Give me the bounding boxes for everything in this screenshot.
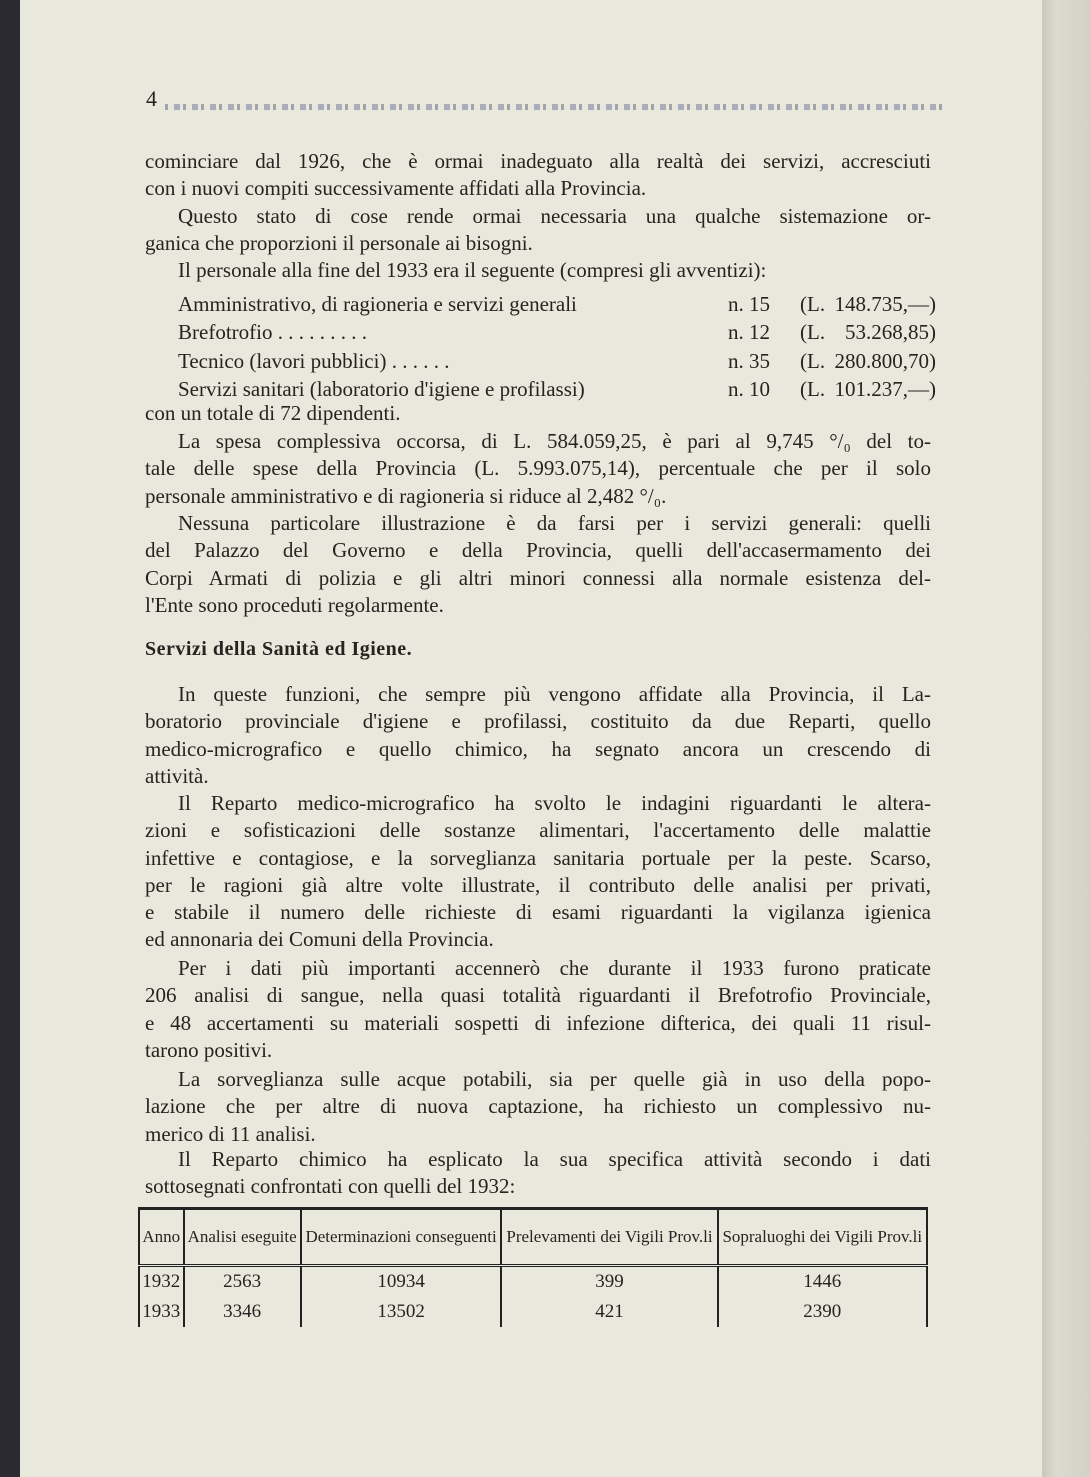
paragraph xyxy=(145,1066,931,1148)
text-line: medico-micrografico e quello chimico, ha segnato ancora un crescendo di xyxy=(145,736,931,761)
page-number: 4 xyxy=(146,86,157,111)
currency: (L. xyxy=(800,376,826,401)
decorative-header-rule xyxy=(165,104,947,110)
staff-cost xyxy=(800,375,936,403)
text-line: con un totale di 72 dipendenti. xyxy=(145,401,401,425)
currency: (L. xyxy=(800,348,826,373)
paragraph xyxy=(145,257,931,284)
text-line: l'Ente sono proceduti regolarmente. xyxy=(145,592,444,617)
text-line: per le ragioni già altre volte illustrate, il contributo delle analisi per privati, xyxy=(145,872,931,897)
text-line: Il Reparto medico-micrografico ha svolto le indagini riguardanti le altera- xyxy=(178,791,931,815)
text-line: ed annonaria dei Comuni della Provincia. xyxy=(145,927,494,952)
text-line: zioni e sofisticazioni delle sostanze alimentari, l'accertamento delle malattie xyxy=(145,818,931,843)
paragraph xyxy=(145,681,931,790)
staff-list xyxy=(178,290,936,403)
text-line: infettive e contagiose, e la sorveglianza sanitaria portuale per la peste. Scarso, xyxy=(145,845,931,870)
table-cell: 1446 xyxy=(718,1266,927,1298)
text-line: Questo stato di cose rende ormai necessaria una qualche sistemazione or- xyxy=(178,204,931,228)
staff-row xyxy=(178,375,936,403)
staff-category: Servizi sanitari (laboratorio d'igiene e profilassi) xyxy=(178,376,585,401)
scan-edge-left xyxy=(0,0,20,1477)
page-edge-right xyxy=(1042,0,1090,1477)
paragraph xyxy=(145,148,931,203)
text-line: cominciare dal 1926, che è ormai inadeguato alla realtà dei servizi, accresciuti xyxy=(145,149,931,173)
table-cell: 2563 xyxy=(184,1266,301,1298)
staff-cost xyxy=(800,347,936,375)
table-cell: 2390 xyxy=(718,1297,927,1327)
table-header: Anno xyxy=(139,1209,184,1266)
text-line: Per i dati più importanti accennerò che durante il 1933 furono praticate xyxy=(178,956,931,980)
section-heading: Servizi della Sanità ed Igiene. xyxy=(145,638,413,660)
text-line: La spesa complessiva occorsa, di L. 584.059,25, è pari al 9,745 °/₀ del to- xyxy=(178,429,931,453)
paragraph xyxy=(145,203,931,258)
staff-row xyxy=(178,347,936,375)
text-line: tarono positivi. xyxy=(145,1037,273,1062)
staff-row xyxy=(178,318,936,346)
text-line: Nessuna particolare illustrazione è da farsi per i servizi generali: quelli xyxy=(178,511,931,535)
amount: 148.735,—) xyxy=(834,292,936,316)
paragraph xyxy=(145,510,931,619)
staff-category: Amministrativo, di ragioneria e servizi generali xyxy=(178,292,577,316)
text-line: Corpi Armati di polizia e gli altri minori connessi alla normale esistenza del- xyxy=(145,565,931,590)
staff-cost xyxy=(800,318,936,346)
table-cell: 13502 xyxy=(301,1297,502,1327)
text-line: e 48 accertamenti su materiali sospetti di infezione difterica, dei quali 11 risul- xyxy=(145,1010,931,1035)
table-cell: 10934 xyxy=(301,1266,502,1298)
table-cell: 421 xyxy=(501,1297,717,1327)
table-row xyxy=(139,1266,927,1298)
text-line: personale amministrativo e di ragioneria si riduce al 2,482 °/₀. xyxy=(145,483,667,508)
text-line: e stabile il numero delle richieste di esami riguardanti la vigilanza igienica xyxy=(145,900,931,925)
paragraph xyxy=(145,955,931,1064)
text-line: boratorio provinciale d'igiene e profilassi, costituito da due Reparti, quello xyxy=(145,709,931,734)
text-line: del Palazzo del Governo e della Provincia, quelli dell'accasermamento dei xyxy=(145,538,931,563)
text-line: tale delle spese della Provincia (L. 5.993.075,14), percentuale che per il solo xyxy=(145,456,931,481)
amount: 53.268,85) xyxy=(845,320,936,345)
staff-row xyxy=(178,290,936,318)
staff-category: Brefotrofio . . . . . . . . . xyxy=(178,320,367,345)
staff-count: n. 35 xyxy=(728,348,770,373)
table-header: Prelevamenti dei Vigili Prov.li xyxy=(501,1209,717,1266)
table-cell: 1932 xyxy=(139,1266,184,1298)
paragraph xyxy=(145,1146,931,1201)
table-row xyxy=(139,1297,927,1327)
table-header: Sopraluoghi dei Vigili Prov.li xyxy=(718,1209,927,1266)
lab-activity-table xyxy=(138,1207,928,1327)
text-line: attività. xyxy=(145,763,209,788)
text-line: 206 analisi di sangue, nella quasi totalità riguardanti il Brefotrofio Provinciale, xyxy=(145,983,931,1008)
text-line: ganica che proporzioni il personale ai bisogni. xyxy=(145,231,533,256)
paragraph xyxy=(145,790,931,954)
table-cell: 1933 xyxy=(139,1297,184,1327)
text-line: In queste funzioni, che sempre più vengono affidate alla Provincia, il La- xyxy=(178,682,931,706)
staff-category: Tecnico (lavori pubblici) . . . . . . xyxy=(178,348,450,373)
text-line: Il personale alla fine del 1933 era il seguente (compresi gli avventizi): xyxy=(178,258,767,282)
staff-total xyxy=(145,400,931,427)
text-line: Il Reparto chimico ha esplicato la sua specifica attività secondo i dati xyxy=(178,1147,931,1171)
staff-count: n. 15 xyxy=(728,292,770,316)
text-line: lazione che per altre di nuova captazione, ha richiesto un complessivo nu- xyxy=(145,1094,931,1119)
table-cell: 399 xyxy=(501,1266,717,1298)
text-line: sottosegnati confrontati con quelli del 1932: xyxy=(145,1174,516,1199)
table-header: Analisi eseguite xyxy=(184,1209,301,1266)
amount: 280.800,70) xyxy=(834,348,936,373)
staff-cost xyxy=(800,290,936,318)
staff-count: n. 10 xyxy=(728,376,770,401)
amount: 101.237,—) xyxy=(834,376,936,401)
table-cell: 3346 xyxy=(184,1297,301,1327)
currency: (L. xyxy=(800,320,826,345)
table-header: Determinazioni conseguenti xyxy=(301,1209,502,1266)
text-line: La sorveglianza sulle acque potabili, sia per quelle già in uso della popo- xyxy=(178,1067,931,1091)
paragraph xyxy=(145,428,931,510)
text-line: con i nuovi compiti successivamente affidati alla Provincia. xyxy=(145,176,647,201)
currency: (L. xyxy=(800,292,826,316)
text-line: merico di 11 analisi. xyxy=(145,1121,316,1146)
staff-count: n. 12 xyxy=(728,320,770,345)
